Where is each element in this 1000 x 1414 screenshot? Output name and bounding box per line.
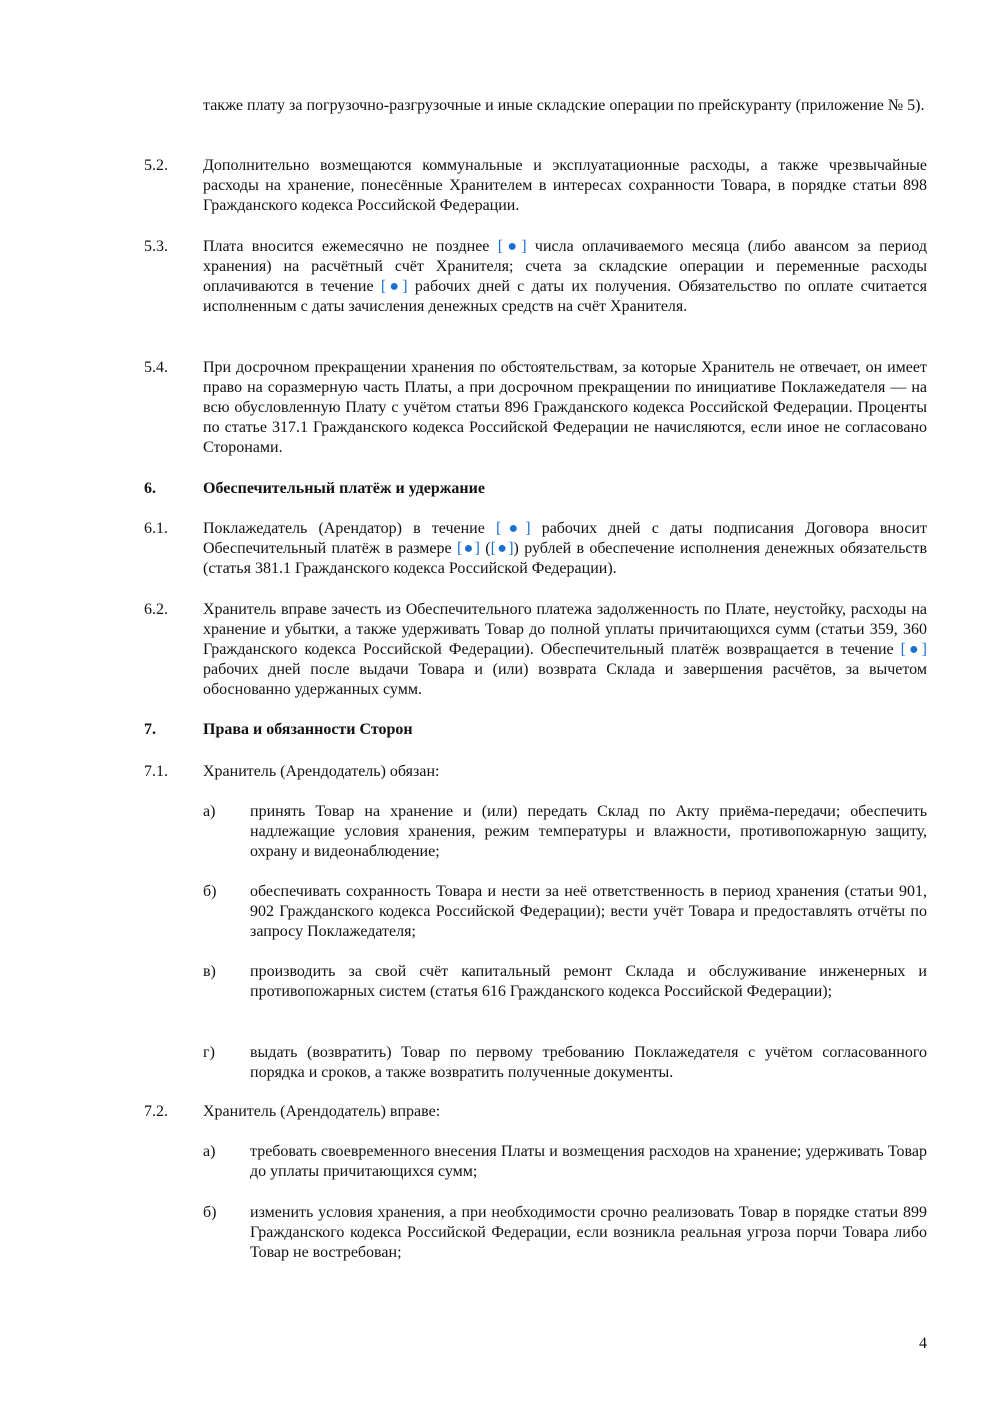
clause-number: 6.1. <box>144 520 168 537</box>
section-title: Обеспечительный платёж и удержание <box>203 480 485 497</box>
clause-text: обеспечивать сохранность Товара и нести за неё ответственность в период хранения (статьи 901, 902 Гражданского кодекса Российской Федерации); вести учёт Товара и предоставлять отчёты по запросу Поклажедателя; <box>250 883 927 940</box>
clause-text: Хранитель вправе зачесть из Обеспечительного платежа задолженность по Плате, неустойку, расходы на хранение и убытки, а также удерживать Товар до полной уплаты причитающихся сумм (статьи 359, 360 Гражданского кодекса Российской Федерации). Обеспечительный платёж возвращается в течение [●] рабочих дней после выдачи Товара и (или) возврата Склада и завершения расчётов, за вычетом обоснованно удержанных сумм. <box>203 601 927 698</box>
subclause-letter: в) <box>203 963 216 980</box>
placeholder-mark: [●] <box>456 540 480 557</box>
section-title: Права и обязанности Сторон <box>203 721 413 738</box>
clause-text: Плата вносится ежемесячно не позднее [●] числа оплачиваемого месяца (либо авансом за период хранения) на расчётный счёт Хранителя; счета за складские операции и переменные расходы оплачиваются в течение [●] рабочих дней с даты их получения. Обязательство по оплате считается исполненным с даты зачисления денежных средств на счёт Хранителя. <box>203 238 928 315</box>
clause-number: 7.2. <box>144 1103 168 1120</box>
subclause-letter: а) <box>203 803 216 820</box>
clause-text: При досрочном прекращении хранения по обстоятельствам, за которые Хранитель не отвечает, он имеет право на соразмерную часть Платы, а при досрочном прекращении по инициативе Поклажедателя — на всю обусловленную Плату с учётом статьи 896 Гражданского кодекса Российской Федерации. Проценты по статье 317.1 Гражданского кодекса Российской Федерации не начисляются, если иное не согласовано Сторонами. <box>203 359 927 456</box>
clause-number: 5.3. <box>144 238 168 255</box>
clause-number: 7. <box>144 721 156 738</box>
subclause-letter: б) <box>203 1204 217 1221</box>
subclause-letter: а) <box>203 1143 216 1160</box>
placeholder-mark: [●] <box>490 540 514 557</box>
subclause-letter: б) <box>203 883 217 900</box>
clause-number: 5.2. <box>144 157 168 174</box>
subclause-letter: г) <box>203 1044 215 1061</box>
clause-text: Хранитель (Арендодатель) вправе: <box>203 1103 441 1120</box>
clause-number: 6. <box>144 480 156 497</box>
clause-text: изменить условия хранения, а при необходимости срочно реализовать Товар в порядке статьи 899 Гражданского кодекса Российской Федерации, если возникла реальная угроза порчи Товара либо Товар не востребован; <box>250 1204 927 1261</box>
clause-text: принять Товар на хранение и (или) передать Склад по Акту приёма-передачи; обеспечить надлежащие условия хранения, режим температуры и влажности, противопожарную защиту, охрану и видеонаблюдение; <box>250 803 927 860</box>
clause-text: Дополнительно возмещаются коммунальные и эксплуатационные расходы, а также чрезвычайные расходы на хранение, понесённые Хранителем в интересах сохранности Товара, в порядке статьи 898 Гражданского кодекса Российской Федерации. <box>203 157 927 214</box>
clause-number: 5.4. <box>144 359 168 376</box>
page-number: 4 <box>919 1335 927 1352</box>
clause-number: 6.2. <box>144 601 168 618</box>
clause-text: также плату за погрузочно-разгрузочные и иные складские операции по прейскуранту (приложение № 5). <box>203 97 925 114</box>
placeholder-mark: [●] <box>495 520 531 537</box>
clause-text: Поклажедатель (Арендатор) в течение [●] рабочих дней с даты подписания Договора вносит Обеспечительный платёж в размере [●] ([●]) рублей в обеспечение исполнения денежных обязательств (статья 381.1 Гражданского кодекса Российской Федерации). <box>203 520 928 577</box>
placeholder-mark: [●] <box>380 278 408 295</box>
clause-text: Хранитель (Арендодатель) обязан: <box>203 763 440 780</box>
clause-number: 7.1. <box>144 763 168 780</box>
clause-text: требовать своевременного внесения Платы и возмещения расходов на хранение; удерживать Товар до уплаты причитающихся сумм; <box>250 1143 927 1180</box>
clause-text: выдать (возвратить) Товар по первому требованию Поклажедателя с учётом согласованного порядка и сроков, а также возвратить полученные документы. <box>250 1044 927 1081</box>
clause-text: производить за свой счёт капитальный ремонт Склада и обслуживание инженерных и противопожарных систем (статья 616 Гражданского кодекса Российской Федерации); <box>250 963 927 1000</box>
placeholder-mark: [●] <box>497 238 527 255</box>
placeholder-mark: [●] <box>900 641 927 658</box>
